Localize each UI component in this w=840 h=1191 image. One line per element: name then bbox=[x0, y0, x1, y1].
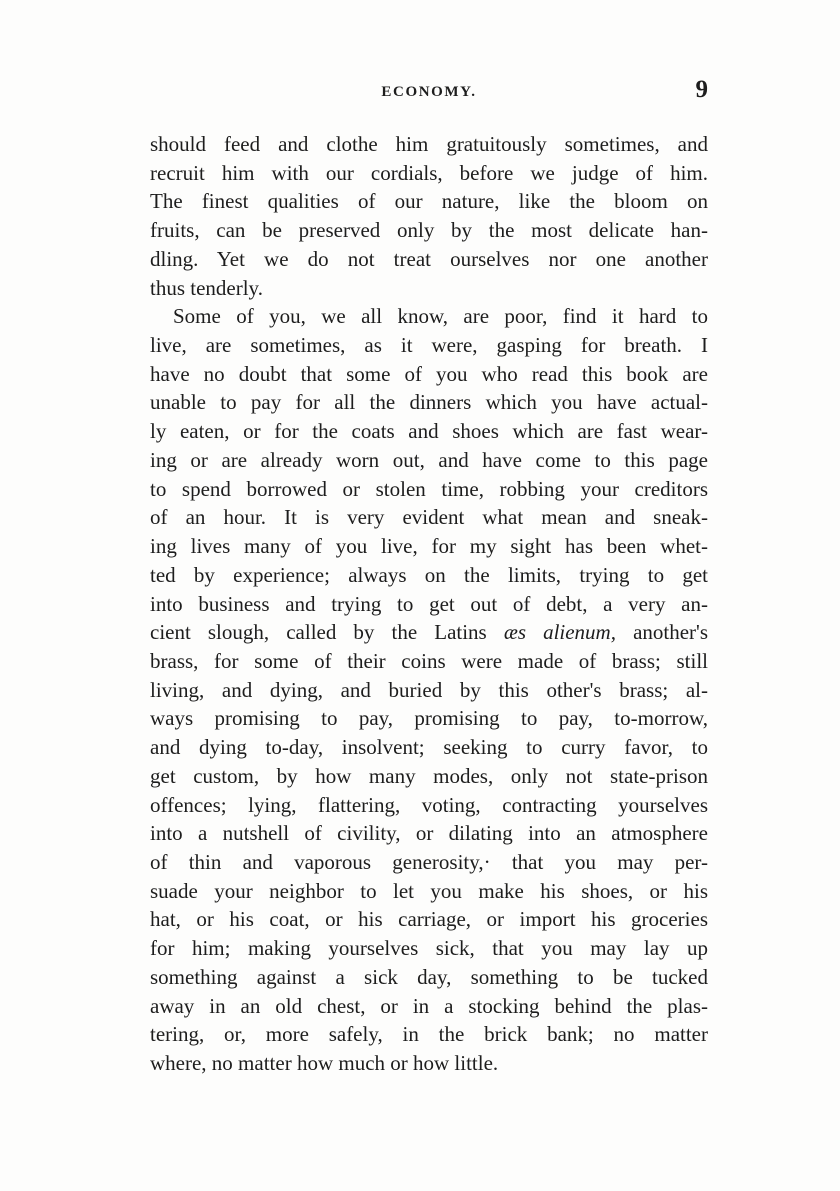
text-line: away in an old chest, or in a stocking behind the plas- bbox=[150, 993, 708, 1018]
text-line: live, are sometimes, as it were, gasping for breath. I bbox=[150, 333, 708, 358]
running-title: ECONOMY. bbox=[381, 84, 477, 100]
text-line: of an hour. It is very evident what mean and sneak- bbox=[150, 505, 708, 530]
text-line: The finest qualities of our nature, like the bloom on bbox=[150, 189, 708, 214]
text-line: hat, or his coat, or his carriage, or import his groceries bbox=[150, 907, 708, 932]
text-line: should feed and clothe him gratuitously sometimes, and bbox=[150, 132, 708, 156]
text-line: into a nutshell of civility, or dilating into an atmosphere bbox=[150, 821, 708, 846]
text-line: get custom, by how many modes, only not state-prison bbox=[150, 763, 708, 788]
paragraph-end-line: where, no matter how much or how little. bbox=[150, 1051, 499, 1075]
text-line: ways promising to pay, promising to pay, to-morrow, bbox=[150, 706, 708, 731]
text-line: ing lives many of you live, for my sight has been whet- bbox=[150, 534, 708, 559]
text-line: fruits, can be preserved only by the most delicate han- bbox=[150, 218, 708, 243]
text-line: offences; lying, flattering, voting, contracting yourselves bbox=[150, 792, 708, 817]
text-line: ted by experience; always on the limits, trying to get bbox=[150, 562, 708, 587]
text-line: into business and trying to get out of debt, a very an- bbox=[150, 591, 708, 616]
text-line: tering, or, more safely, in the brick bank; no matter bbox=[150, 1022, 708, 1047]
text-line: of thin and vaporous generosity,· that you may per- bbox=[150, 849, 708, 874]
text-line: to spend borrowed or stolen time, robbing your creditors bbox=[150, 476, 708, 501]
text-line: have no doubt that some of you who read this book are bbox=[150, 361, 708, 386]
running-head bbox=[150, 78, 708, 108]
body-text bbox=[150, 130, 708, 1078]
text-line: brass, for some of their coins were made of brass; still bbox=[150, 648, 708, 673]
paragraph-start-line: Some of you, we all know, are poor, find it hard to bbox=[173, 304, 708, 329]
text-line: for him; making yourselves sick, that you may lay up bbox=[150, 936, 708, 961]
text-line: suade your neighbor to let you make his shoes, or his bbox=[150, 878, 708, 903]
text-line: ly eaten, or for the coats and shoes which are fast wear- bbox=[150, 419, 708, 444]
text-line: recruit him with our cordials, before we judge of him. bbox=[150, 160, 708, 185]
latin-phrase: æs alienum, bbox=[503, 620, 616, 645]
paragraph-end-line: thus tenderly. bbox=[150, 275, 263, 300]
text-segment: cient slough, called by the Latins bbox=[150, 620, 487, 645]
text-segment: another's bbox=[633, 620, 708, 645]
text-line: and dying to-day, insolvent; seeking to curry favor, to bbox=[150, 735, 708, 760]
text-line: something against a sick day, something to be tucked bbox=[150, 964, 708, 989]
text-line: dling. Yet we do not treat ourselves nor one another bbox=[150, 246, 708, 271]
text-line: living, and dying, and buried by this other's brass; al- bbox=[150, 677, 708, 702]
text-line-with-latin bbox=[150, 618, 708, 647]
page-number: 9 bbox=[695, 76, 708, 103]
text-line: ing or are already worn out, and have come to this page bbox=[150, 447, 708, 472]
text-line: unable to pay for all the dinners which you have actual- bbox=[150, 390, 708, 415]
